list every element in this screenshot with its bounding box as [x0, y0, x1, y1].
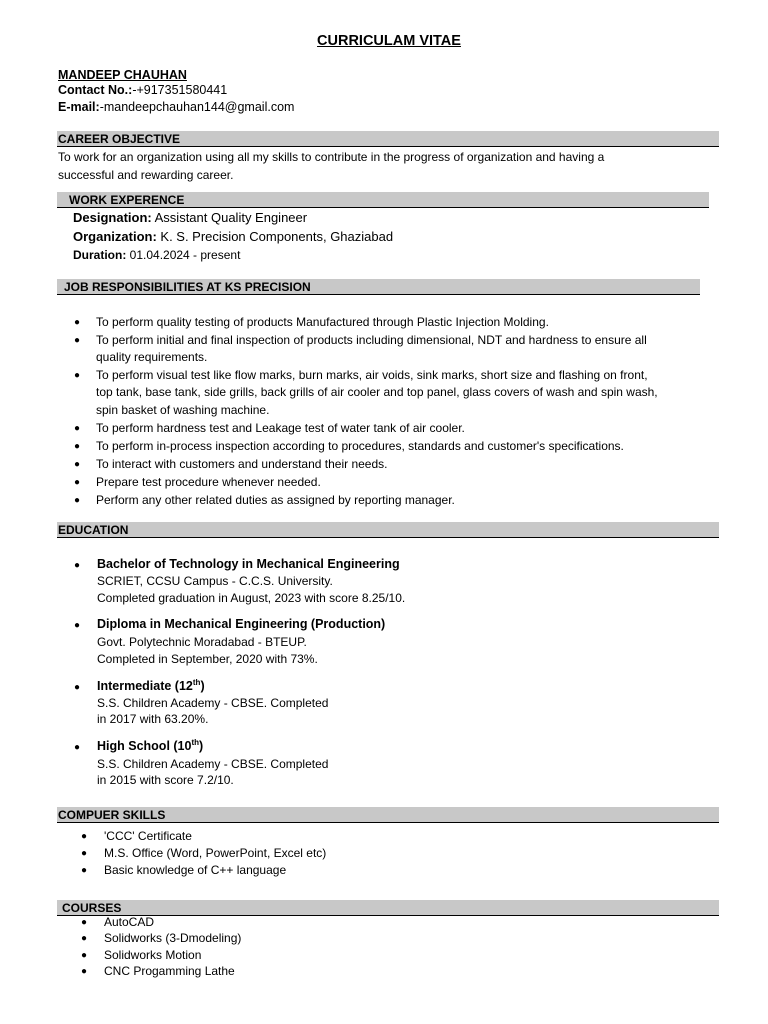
bullet-icon: ●	[81, 848, 88, 859]
skill-item: 'CCC' Certificate	[104, 829, 192, 843]
education-title: Diploma in Mechanical Engineering (Production)	[97, 617, 386, 631]
bullet-icon: ●	[74, 560, 81, 571]
email-line	[58, 100, 294, 114]
education-title-sup: th	[191, 738, 200, 747]
career-objective-heading: CAREER OBJECTIVE	[58, 132, 181, 146]
bullet-icon: ●	[74, 423, 81, 434]
responsibility-item: To perform in-process inspection according to procedures, standards and customer's specifications.	[96, 439, 624, 453]
organization-label: Organization:	[73, 229, 157, 244]
skill-item: M.S. Office (Word, PowerPoint, Excel etc)	[104, 846, 327, 860]
education-title: Bachelor of Technology in Mechanical Engineering	[97, 557, 400, 571]
education-detail: in 2015 with score 7.2/10.	[97, 773, 234, 787]
skills-bar	[57, 807, 719, 823]
education-detail: Completed graduation in August, 2023 with score 8.25/10.	[97, 591, 406, 605]
work-experience-bar	[57, 192, 709, 208]
bullet-icon: ●	[81, 917, 88, 928]
education-title	[97, 679, 205, 693]
education-heading: EDUCATION	[58, 523, 129, 537]
courses-bar	[57, 900, 719, 916]
education-bar	[57, 522, 719, 538]
bullet-icon: ●	[81, 950, 88, 961]
responsibilities-bar	[57, 279, 700, 295]
bullet-icon: ●	[74, 335, 81, 346]
email-value: -mandeepchauhan144@gmail.com	[99, 100, 295, 114]
designation-label: Designation:	[73, 210, 152, 225]
responsibilities-heading: JOB RESPONSIBILITIES AT KS PRECISION	[64, 280, 311, 294]
duration-value: 01.04.2024 - present	[126, 248, 241, 262]
organization-value: K. S. Precision Components, Ghaziabad	[156, 229, 394, 244]
bullet-icon: ●	[74, 495, 81, 506]
bullet-icon: ●	[74, 477, 81, 488]
education-title	[97, 739, 203, 753]
bullet-icon: ●	[74, 682, 81, 693]
designation-value: Assistant Quality Engineer	[151, 210, 308, 225]
responsibility-item: To perform visual test like flow marks, burn marks, air voids, sink marks, short size and flashing on front,	[96, 368, 648, 382]
responsibility-item: To perform hardness test and Leakage test of water tank of air cooler.	[96, 421, 465, 435]
responsibility-item: To perform quality testing of products Manufactured through Plastic Injection Molding.	[96, 315, 549, 329]
career-objective-bar	[57, 131, 719, 147]
bullet-icon: ●	[81, 831, 88, 842]
course-item: AutoCAD	[104, 915, 155, 929]
candidate-name: MANDEEP CHAUHAN	[58, 68, 187, 82]
career-objective-line-2: successful and rewarding career.	[58, 168, 234, 182]
document-title: CURRICULAM VITAE	[317, 33, 461, 49]
education-title-text: High School (10	[97, 739, 192, 753]
education-title-text: Intermediate (12	[97, 679, 193, 693]
bullet-icon: ●	[74, 441, 81, 452]
responsibility-item: Prepare test procedure whenever needed.	[96, 475, 321, 489]
skills-heading: COMPUER SKILLS	[58, 808, 166, 822]
education-detail: Govt. Polytechnic Moradabad - BTEUP.	[97, 635, 307, 649]
contact-value: -+917351580441	[132, 83, 228, 97]
bullet-icon: ●	[74, 620, 81, 631]
bullet-icon: ●	[81, 865, 88, 876]
course-item: Solidworks (3-Dmodeling)	[104, 931, 242, 945]
education-title-end: )	[199, 739, 204, 753]
responsibility-item-continued: quality requirements.	[96, 350, 208, 364]
education-detail: S.S. Children Academy - CBSE. Completed	[97, 696, 329, 710]
contact-line	[58, 83, 227, 97]
education-title-sup: th	[192, 678, 201, 687]
skill-item: Basic knowledge of C++ language	[104, 863, 287, 877]
organization-line	[73, 229, 393, 244]
responsibility-item: To interact with customers and understand their needs.	[96, 457, 388, 471]
bullet-icon: ●	[74, 370, 81, 381]
responsibility-item: Perform any other related duties as assigned by reporting manager.	[96, 493, 455, 507]
responsibility-item: To perform initial and final inspection of products including dimensional, NDT and hardness to ensure all	[96, 333, 647, 347]
bullet-icon: ●	[74, 317, 81, 328]
work-experience-heading: WORK EXPERENCE	[69, 193, 185, 207]
bullet-icon: ●	[74, 742, 81, 753]
email-label: E-mail:	[58, 100, 100, 114]
duration-label: Duration:	[73, 248, 127, 262]
courses-heading: COURSES	[62, 901, 122, 915]
education-detail: S.S. Children Academy - CBSE. Completed	[97, 757, 329, 771]
education-detail: in 2017 with 63.20%.	[97, 712, 209, 726]
education-title-end: )	[200, 679, 205, 693]
responsibility-item-continued: spin basket of washing machine.	[96, 403, 270, 417]
career-objective-line-1: To work for an organization using all my skills to contribute in the progress of organization and having a	[58, 150, 605, 164]
education-detail: SCRIET, CCSU Campus - C.C.S. University.	[97, 574, 333, 588]
bullet-icon: ●	[81, 933, 88, 944]
bullet-icon: ●	[81, 966, 88, 977]
bullet-icon: ●	[74, 459, 81, 470]
designation-line	[73, 210, 307, 225]
course-item: Solidworks Motion	[104, 948, 202, 962]
contact-label: Contact No.:	[58, 83, 133, 97]
education-detail: Completed in September, 2020 with 73%.	[97, 652, 318, 666]
responsibility-item-continued: top tank, base tank, side grills, back grills of air cooler and top panel, glass covers of wash and spin wash,	[96, 385, 658, 399]
duration-line	[73, 248, 240, 262]
course-item: CNC Progamming Lathe	[104, 964, 235, 978]
